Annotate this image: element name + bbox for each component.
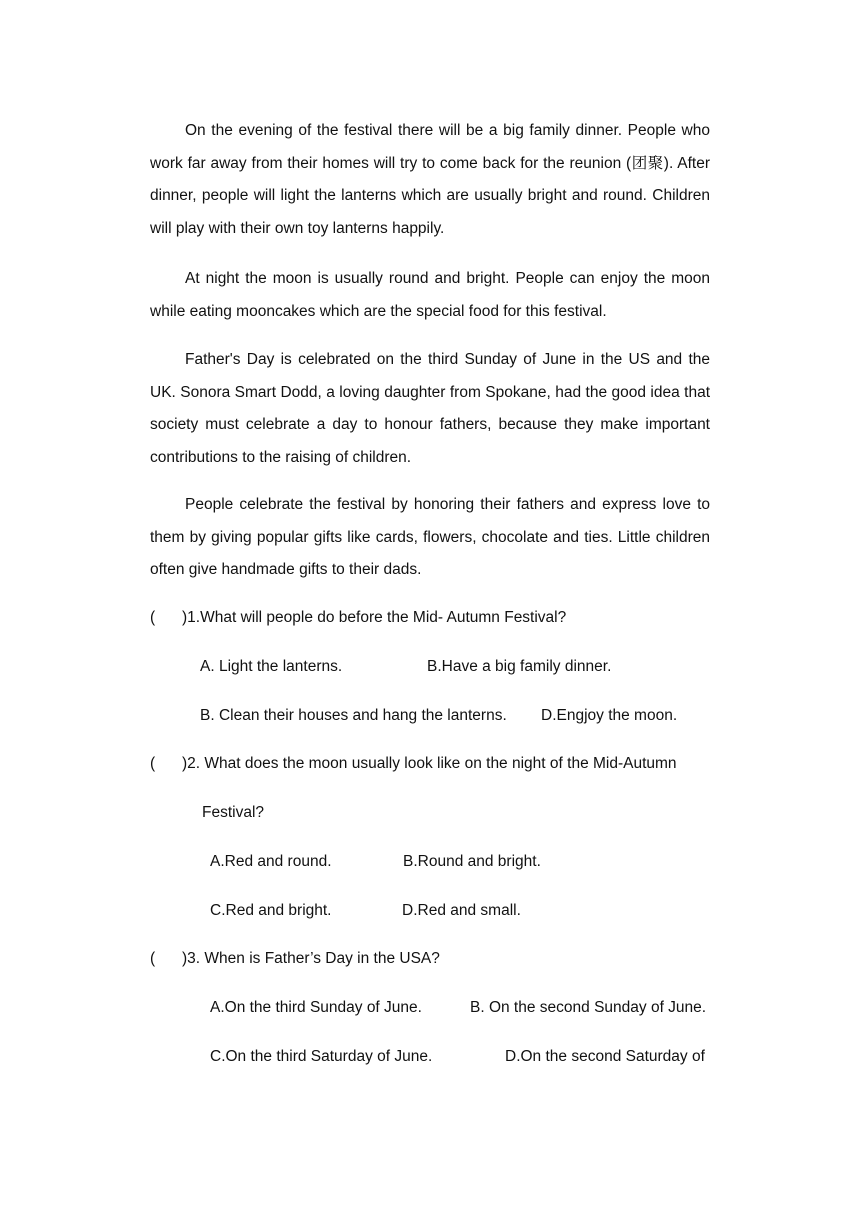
- question-2-stem-continued: Festival?: [202, 804, 265, 821]
- question-1-option-a: A. Light the lanterns.: [200, 658, 343, 675]
- question-3-paren: (: [150, 950, 156, 967]
- passage-paragraph-4: People celebrate the festival by honoring their fathers and express love to them by giving popular gifts like cards, flowers, chocolate and ties. Little children often give handmade gifts to their dads.: [150, 496, 710, 578]
- question-2-option-b: B.Round and bright.: [403, 853, 541, 870]
- question-1-option-b: B.Have a big family dinner.: [427, 658, 612, 675]
- question-1-stem: )1.What will people do before the Mid- Autumn Festival?: [182, 609, 567, 626]
- question-3-option-b: B. On the second Sunday of June.: [470, 999, 707, 1016]
- question-3-stem: )3. When is Father’s Day in the USA?: [182, 950, 440, 967]
- passage-paragraph-1: On the evening of the festival there will be a big family dinner. People who work far away from their homes will try to come back for the reunion (团聚). After dinner, people will light the lanterns which are usually bright and round. Children will play with their own toy lanterns happily.: [150, 122, 710, 237]
- question-3-option-d: D.On the second Saturday of: [505, 1048, 705, 1065]
- question-1-option-d: D.Engjoy the moon.: [541, 707, 678, 724]
- question-3-option-a: A.On the third Sunday of June.: [210, 999, 422, 1016]
- question-2-option-c: C.Red and bright.: [210, 902, 332, 919]
- question-2-option-d: D.Red and small.: [402, 902, 521, 919]
- question-1-paren: (: [150, 609, 156, 626]
- question-2-paren: (: [150, 755, 156, 772]
- question-1-option-c: B. Clean their houses and hang the lanterns.: [200, 707, 507, 724]
- question-2-option-a: A.Red and round.: [210, 853, 332, 870]
- question-2-stem: )2. What does the moon usually look like on the night of the Mid-Autumn: [182, 755, 677, 772]
- question-3-option-c: C.On the third Saturday of June.: [210, 1048, 433, 1065]
- passage-paragraph-2: At night the moon is usually round and bright. People can enjoy the moon while eating mooncakes which are the special food for this festival.: [150, 270, 710, 320]
- passage-paragraph-3: Father's Day is celebrated on the third Sunday of June in the US and the UK. Sonora Smart Dodd, a loving daughter from Spokane, had the good idea that society must celebrate a day to honour fathers, because they make important contributions to the raising of children.: [150, 351, 710, 466]
